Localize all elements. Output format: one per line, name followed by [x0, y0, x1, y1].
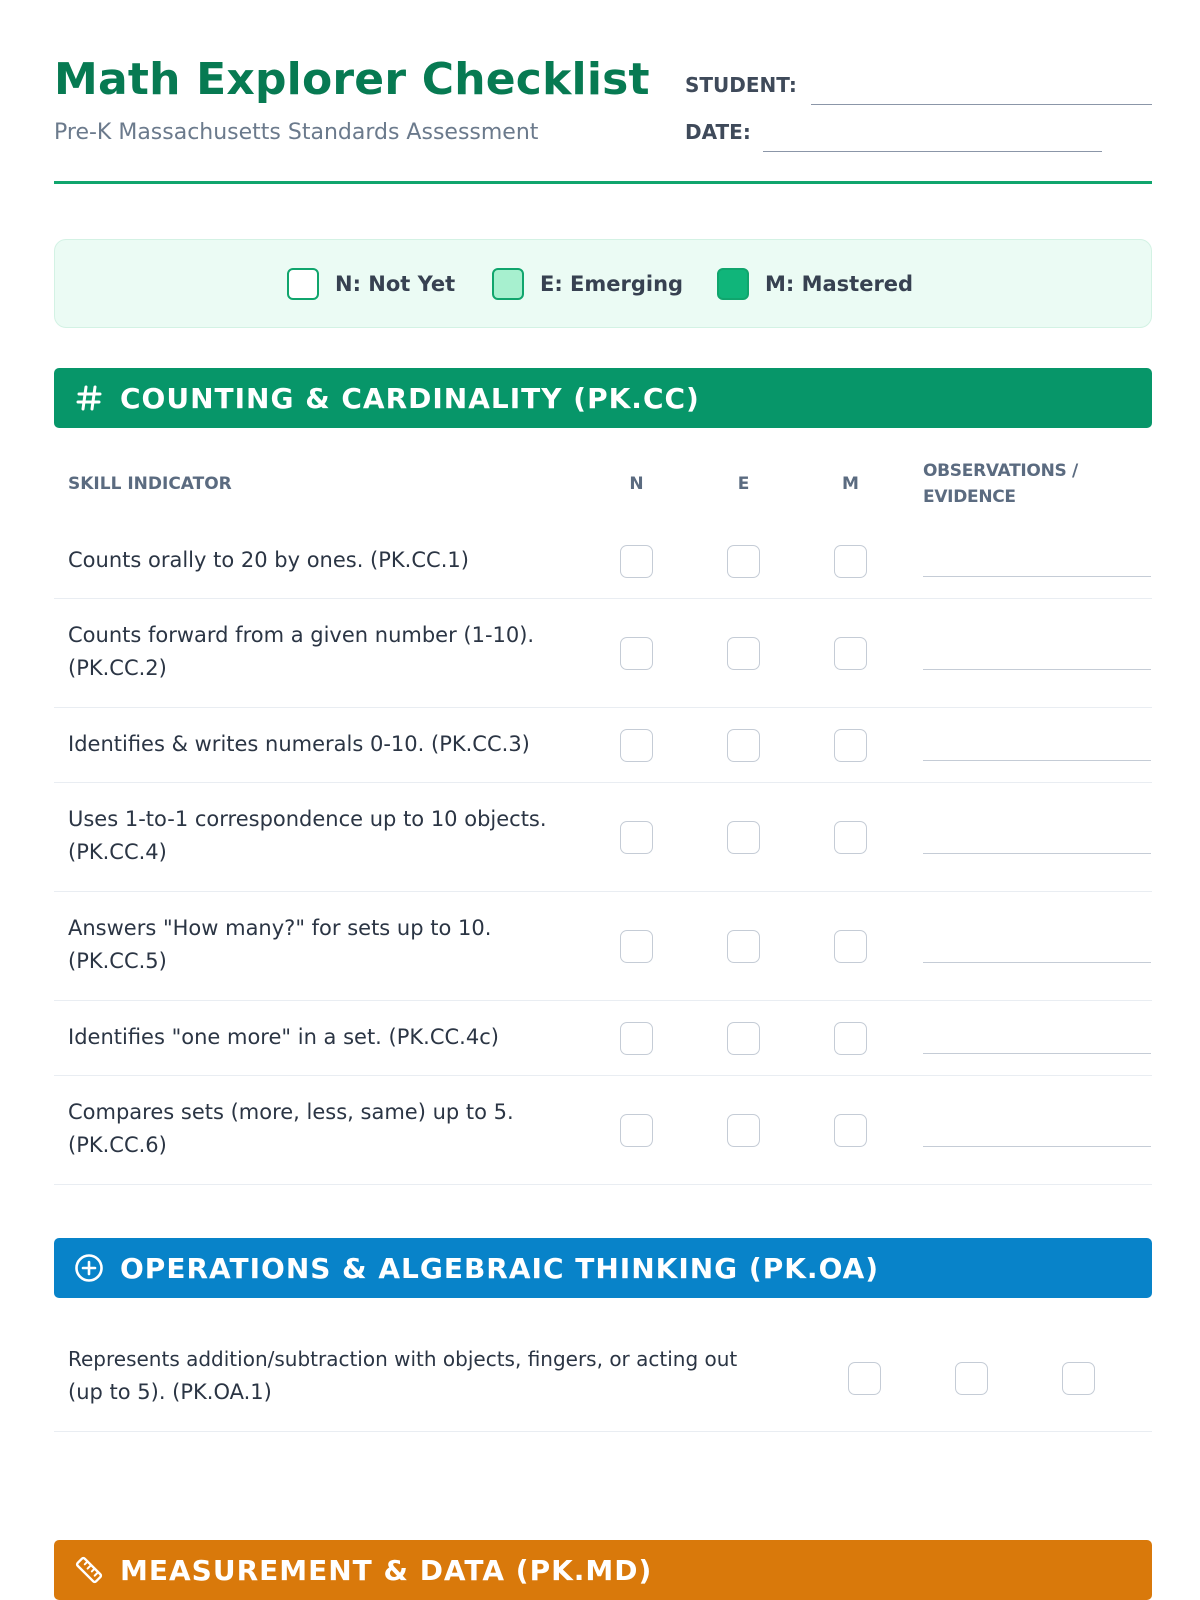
- checkbox-emerging[interactable]: [727, 1114, 760, 1147]
- table-row: [54, 783, 1152, 892]
- col-header-obs-line1: OBSERVATIONS /: [923, 461, 1078, 481]
- observation-field[interactable]: [923, 760, 1151, 761]
- table-row: [54, 524, 1152, 599]
- checkbox-mastered[interactable]: [834, 545, 867, 578]
- checkbox-not-yet[interactable]: [620, 1114, 653, 1147]
- col-header-skill: SKILL INDICATOR: [68, 474, 232, 494]
- skill-text-line1: Answers "How many?" for sets up to 10.: [68, 916, 492, 940]
- checkbox-not-yet[interactable]: [620, 930, 653, 963]
- checklist-page: [54, 0, 1152, 1600]
- section-header-operations: [54, 1238, 1152, 1298]
- observation-field[interactable]: [923, 962, 1151, 963]
- header-divider: [54, 181, 1152, 184]
- skill-text: Identifies "one more" in a set. (PK.CC.4c): [68, 1025, 499, 1049]
- legend-label: M: Mastered: [765, 272, 914, 296]
- checkbox-not-yet[interactable]: [620, 545, 653, 578]
- student-field[interactable]: [811, 104, 1152, 105]
- checkbox-mastered[interactable]: [834, 1114, 867, 1147]
- table-row: [54, 892, 1152, 1001]
- skill-text-line1: Counts forward from a given number (1-10).: [68, 623, 535, 647]
- skill-text: Identifies & writes numerals 0-10. (PK.CC.3): [68, 732, 530, 756]
- skill-text-line2: (PK.CC.6): [68, 1133, 167, 1157]
- observation-field[interactable]: [923, 853, 1151, 854]
- checkbox-mastered[interactable]: [1062, 1362, 1095, 1395]
- skill-text: [68, 1096, 514, 1162]
- skill-text: [68, 912, 491, 978]
- section-title: OPERATIONS & ALGEBRAIC THINKING (PK.OA): [120, 1251, 880, 1285]
- checkbox-emerging[interactable]: [727, 821, 760, 854]
- observation-field[interactable]: [923, 1053, 1151, 1054]
- table-row: [54, 708, 1152, 783]
- table-row: [54, 1325, 1152, 1432]
- table-row: [54, 1001, 1152, 1076]
- checkbox-not-yet[interactable]: [620, 729, 653, 762]
- plus-circle-icon: [74, 1253, 104, 1283]
- checkbox-mastered[interactable]: [834, 637, 867, 670]
- student-label: STUDENT:: [685, 73, 797, 97]
- date-label: DATE:: [685, 120, 751, 144]
- section-title: MEASUREMENT & DATA (PK.MD): [120, 1553, 653, 1587]
- legend-label: N: Not Yet: [335, 272, 456, 296]
- checkbox-mastered[interactable]: [834, 1022, 867, 1055]
- checkbox-not-yet[interactable]: [620, 1022, 653, 1055]
- legend-swatch-emerging: [492, 268, 524, 300]
- checkbox-emerging[interactable]: [727, 930, 760, 963]
- checkbox-mastered[interactable]: [834, 821, 867, 854]
- checkbox-not-yet[interactable]: [848, 1362, 881, 1395]
- checkbox-emerging[interactable]: [727, 637, 760, 670]
- checkbox-not-yet[interactable]: [620, 637, 653, 670]
- legend-emerging: [492, 267, 683, 301]
- legend-label: E: Emerging: [540, 272, 684, 296]
- col-header-n: N: [629, 474, 644, 494]
- checkbox-emerging[interactable]: [955, 1362, 988, 1395]
- skill-text: [68, 803, 547, 869]
- skill-text-line1: Uses 1-to-1 correspondence up to 10 objects.: [68, 807, 547, 831]
- checkbox-mastered[interactable]: [834, 729, 867, 762]
- skill-text: [68, 1343, 828, 1409]
- rating-legend: [54, 239, 1152, 328]
- checkbox-emerging[interactable]: [727, 545, 760, 578]
- observation-field[interactable]: [923, 1146, 1151, 1147]
- legend-not-yet: [287, 267, 455, 301]
- col-header-obs-line2: EVIDENCE: [923, 487, 1016, 507]
- ruler-icon: [74, 1555, 104, 1585]
- checkbox-emerging[interactable]: [727, 729, 760, 762]
- skill-text-line1: Represents addition/subtraction with objects, fingers, or acting out: [68, 1347, 738, 1371]
- skill-text-line2: (up to 5). (PK.OA.1): [68, 1380, 272, 1404]
- skill-text-line1: Compares sets (more, less, same) up to 5.: [68, 1100, 514, 1124]
- table-row: [54, 599, 1152, 708]
- skill-text-line2: (PK.CC.5): [68, 949, 167, 973]
- skill-text: [68, 619, 534, 685]
- page-subtitle: Pre-K Massachusetts Standards Assessment: [54, 120, 539, 145]
- section-title: COUNTING & CARDINALITY (PK.CC): [120, 381, 700, 415]
- page-title: Math Explorer Checklist: [54, 54, 650, 105]
- skill-text-line2: (PK.CC.2): [68, 656, 167, 680]
- date-field[interactable]: [763, 151, 1102, 152]
- checkbox-not-yet[interactable]: [620, 821, 653, 854]
- section-header-counting: [54, 368, 1152, 428]
- col-header-e: E: [737, 474, 750, 494]
- observation-field[interactable]: [923, 669, 1151, 670]
- observation-field[interactable]: [923, 576, 1151, 577]
- col-header-m: M: [842, 474, 859, 494]
- legend-swatch-mastered: [717, 268, 749, 300]
- skill-text: Counts orally to 20 by ones. (PK.CC.1): [68, 548, 469, 572]
- legend-mastered: [717, 267, 913, 301]
- col-header-observations: [923, 458, 1078, 510]
- table-row: [54, 1076, 1152, 1185]
- skill-text-line2: (PK.CC.4): [68, 840, 167, 864]
- checkbox-mastered[interactable]: [834, 930, 867, 963]
- hash-icon: [74, 383, 104, 413]
- section-header-measurement: [54, 1540, 1152, 1600]
- checkbox-emerging[interactable]: [727, 1022, 760, 1055]
- legend-swatch-not-yet: [287, 268, 319, 300]
